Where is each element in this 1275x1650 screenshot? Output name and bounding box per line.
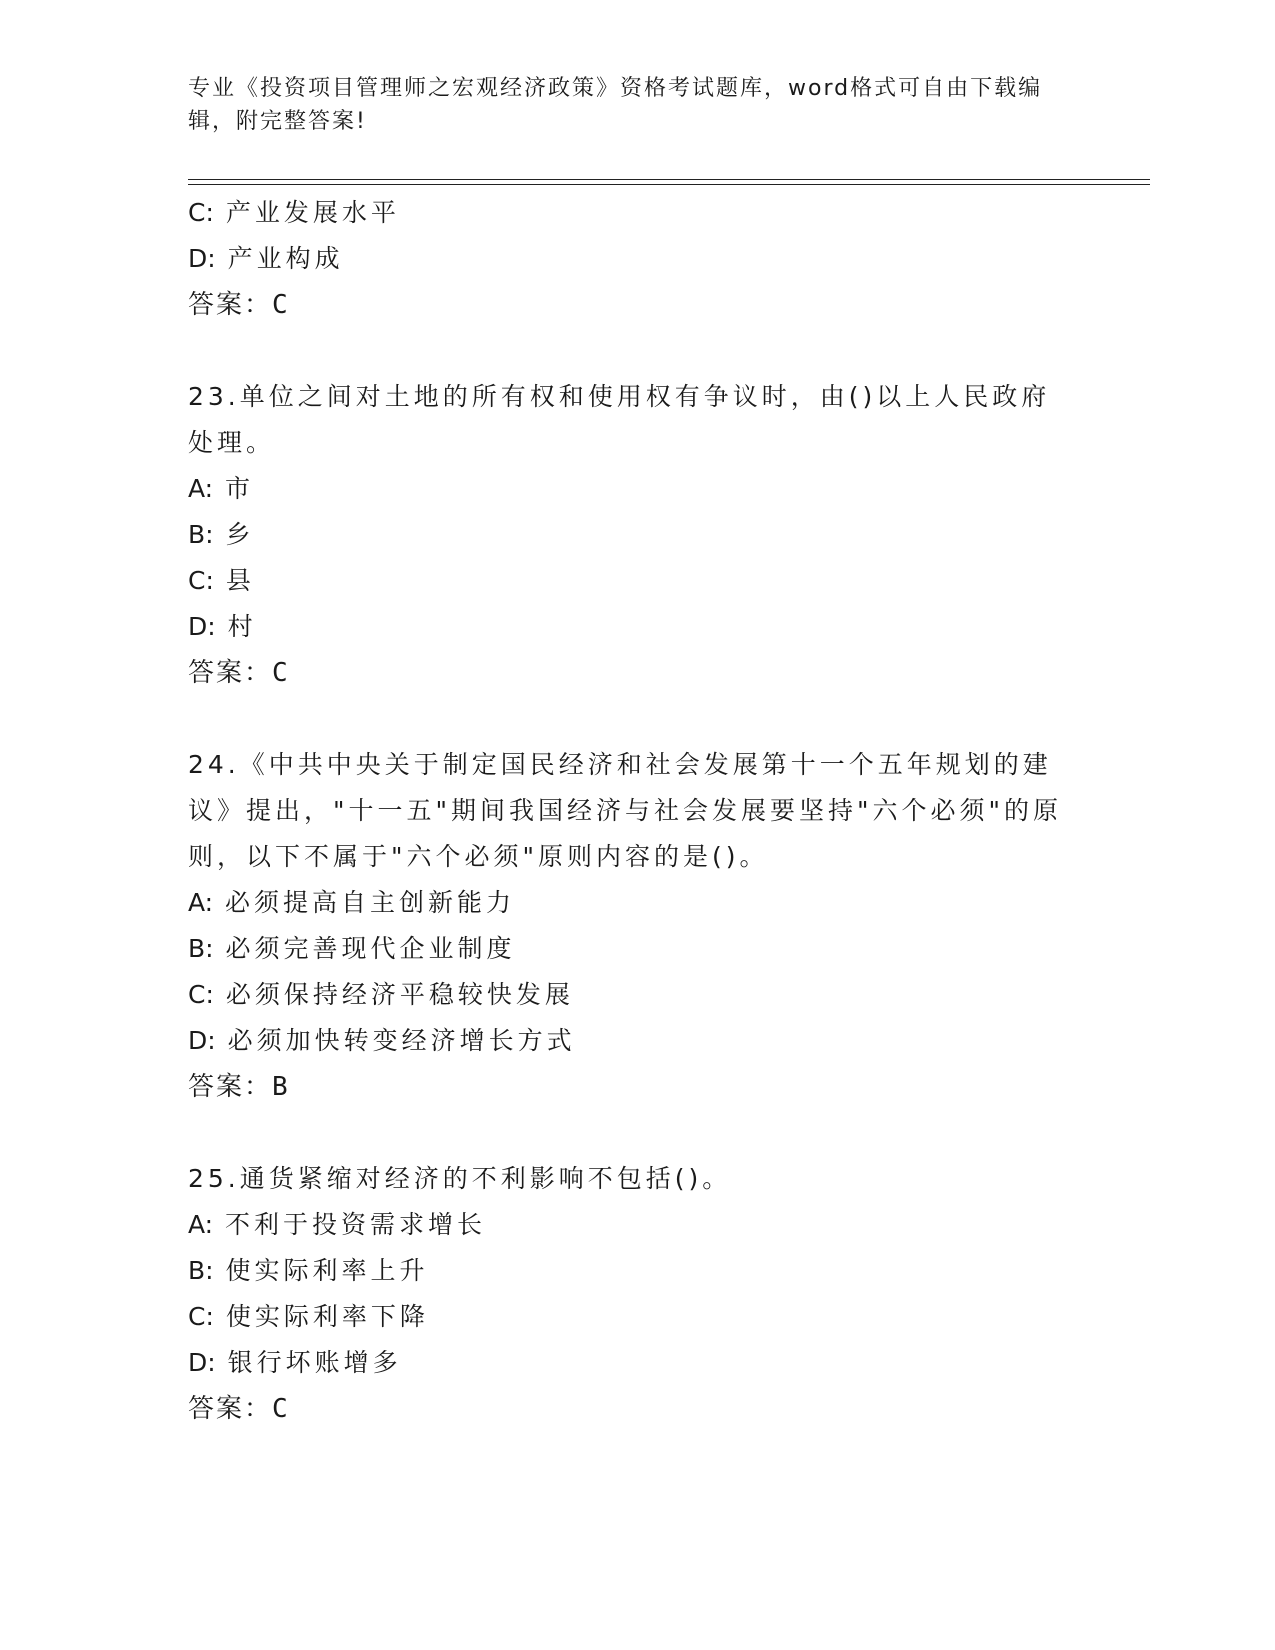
answer-label: 答案： <box>188 1394 273 1424</box>
option-d <box>188 604 1088 650</box>
option-a <box>188 466 1088 512</box>
option-text: 使实际利率下降 <box>225 1302 429 1331</box>
option-a <box>188 1202 1088 1248</box>
document-header: 专业《投资项目管理师之宏观经济政策》资格考试题库，word格式可自由下载编辑，附完整答案! <box>188 76 1043 134</box>
option-text: 必须加快转变经济增长方式 <box>227 1026 576 1055</box>
option-letter: A: <box>188 1210 214 1239</box>
option-text: 产业构成 <box>227 244 344 273</box>
question-24 <box>188 742 1088 1110</box>
answer-label: 答案： <box>188 658 273 688</box>
option-d <box>188 1018 1088 1064</box>
question-stem: 24.《中共中央关于制定国民经济和社会发展第十一个五年规划的建议》提出，"十一五"期间我国经济与社会发展要坚持"六个必须"的原则，以下不属于"六个必须"原则内容的是()。 <box>188 750 1062 871</box>
option-letter: C: <box>188 566 214 595</box>
option-letter: D: <box>188 1026 216 1055</box>
header-rule-bottom <box>188 184 1150 185</box>
answer-label: 答案： <box>188 1072 273 1102</box>
answer-value: C <box>272 1394 288 1424</box>
option-text: 市 <box>225 474 255 503</box>
option-text: 必须保持经济平稳较快发展 <box>225 980 574 1009</box>
option-text: 使实际利率上升 <box>225 1256 429 1285</box>
option-text: 必须提高自主创新能力 <box>225 888 516 917</box>
question-continued <box>188 190 1088 328</box>
answer-line <box>188 1064 1088 1110</box>
option-text: 县 <box>225 566 255 595</box>
question-stem: 23.单位之间对土地的所有权和使用权有争议时，由()以上人民政府处理。 <box>188 382 1051 457</box>
question-stem: 25.通货紧缩对经济的不利影响不包括()。 <box>188 1164 732 1193</box>
option-letter: A: <box>188 888 214 917</box>
answer-value: C <box>272 658 288 688</box>
option-letter: C: <box>188 1302 214 1331</box>
answer-line <box>188 282 1088 328</box>
option-text: 银行坏账增多 <box>227 1348 402 1377</box>
option-d <box>188 1340 1088 1386</box>
option-text: 不利于投资需求增长 <box>225 1210 487 1239</box>
option-letter: D: <box>188 612 216 641</box>
option-letter: C: <box>188 198 214 227</box>
option-b <box>188 512 1088 558</box>
option-text: 村 <box>227 612 257 641</box>
option-letter: D: <box>188 1348 216 1377</box>
answer-value: C <box>272 290 288 320</box>
answer-line <box>188 1386 1088 1432</box>
answer-line <box>188 650 1088 696</box>
option-c <box>188 972 1088 1018</box>
option-letter: B: <box>188 1256 214 1285</box>
question-23 <box>188 374 1088 696</box>
option-b <box>188 926 1088 972</box>
option-letter: D: <box>188 244 216 273</box>
option-c <box>188 190 1088 236</box>
answer-value: B <box>272 1072 288 1102</box>
option-b <box>188 1248 1088 1294</box>
option-letter: B: <box>188 934 214 963</box>
option-letter: A: <box>188 474 214 503</box>
option-c <box>188 1294 1088 1340</box>
option-c <box>188 558 1088 604</box>
option-letter: C: <box>188 980 214 1009</box>
option-letter: B: <box>188 520 214 549</box>
option-text: 乡 <box>225 520 255 549</box>
option-a <box>188 880 1088 926</box>
option-text: 产业发展水平 <box>225 198 400 227</box>
question-25 <box>188 1156 1088 1432</box>
question-list <box>188 190 1088 1432</box>
option-text: 必须完善现代企业制度 <box>225 934 516 963</box>
answer-label: 答案： <box>188 290 273 320</box>
header-rule-top <box>188 179 1150 180</box>
option-d <box>188 236 1088 282</box>
